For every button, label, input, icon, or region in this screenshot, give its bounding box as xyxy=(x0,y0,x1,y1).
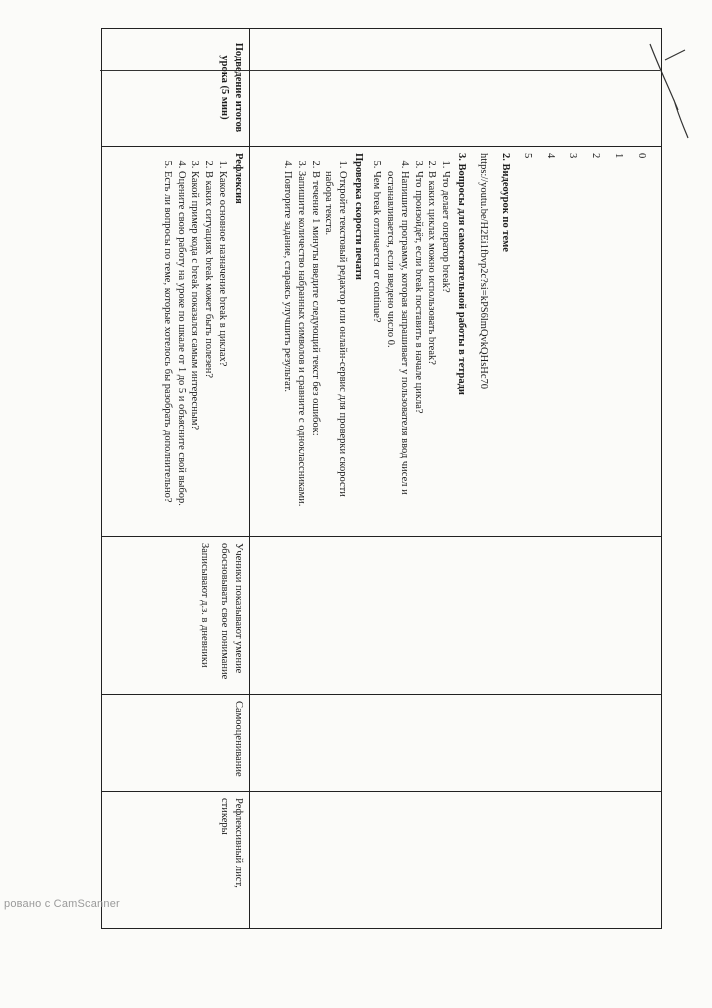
students-cell-empty xyxy=(250,537,662,695)
table-row xyxy=(250,29,662,929)
list-item: 5. Есть ли вопросы по теме, которые хотелось бы разобрать дополнительно? xyxy=(160,171,174,530)
list-item: 3. Что произойдёт, если break поставить в начале цикла? xyxy=(411,171,425,530)
number-list xyxy=(520,153,648,530)
list-item: 3. Запишите количество набранных символов и сравните с одноклассниками. xyxy=(294,171,308,530)
students-activity-text: Ученики показывают умение обосновывать свое понимание xyxy=(219,543,244,680)
students-activity-cell xyxy=(102,537,250,695)
stage-cell-empty xyxy=(250,29,662,147)
video-heading: 2. Видеоурок по теме xyxy=(499,153,511,252)
assessment-cell-empty xyxy=(250,695,662,792)
list-item: 0 xyxy=(636,153,647,159)
resources-cell-empty xyxy=(250,792,662,929)
list-item: 5 xyxy=(521,153,533,159)
resources-text: Рефлексивный лист, стикеры xyxy=(219,798,244,888)
typing-heading: Проверка скорости печати xyxy=(353,153,365,280)
table-row xyxy=(102,29,250,929)
reflection-question-list xyxy=(160,153,229,530)
assessment-text: Самооценивание xyxy=(233,701,244,777)
homework-note: Записывают д.з. в дневники xyxy=(199,543,211,668)
typing-step-list xyxy=(280,153,349,530)
list-item: 4. Напишите программу, которая запрашивает у пользователя ввод чисел и останавливается, если введено число 0. xyxy=(383,171,411,530)
scanner-watermark: ровано с CamScanner xyxy=(4,898,120,910)
list-item: 3 xyxy=(567,153,579,159)
lesson-plan-table xyxy=(101,28,662,929)
rotated-lesson-table xyxy=(102,28,662,928)
list-item: 2. В каких циклах можно использовать break? xyxy=(425,171,439,530)
list-item: 3. Какой пример кода с break показался самым интересным? xyxy=(188,171,202,530)
stage-label: Подведение итогов урока (5 мин) xyxy=(102,29,250,147)
list-item: 2. В каких ситуациях break может быть полезен? xyxy=(201,171,215,530)
list-item: 1 xyxy=(613,153,625,159)
reflection-heading: Рефлексия xyxy=(233,153,244,204)
list-item: 2 xyxy=(590,153,602,159)
reflection-cell xyxy=(102,147,250,537)
list-item: 1. Откройте текстовый редактор или онлайн-сервис для проверки скорости набора текста. xyxy=(322,171,350,530)
video-link[interactable]: https://youtu.be/H2Ei1fbvp2c?si=kPS6lmQvkQHsHc70 xyxy=(477,153,489,390)
list-item: 4 xyxy=(544,153,556,159)
list-item: 5. Чем break отличается от continue? xyxy=(369,171,383,530)
workbook-question-list xyxy=(369,153,452,530)
list-item: 4. Оцените свою работу на уроке по шкале от 1 до 5 и объясните свой выбор. xyxy=(174,171,188,530)
resources-cell xyxy=(102,792,250,929)
list-item: 1. Что делает оператор break? xyxy=(438,171,452,530)
list-item: 4. Повторите задание, стараясь улучшить результат. xyxy=(280,171,294,530)
list-item: 2. В течение 1 минуты введите следующий текст без ошибок: xyxy=(308,171,322,530)
list-item: 1. Какое основное назначение break в циклах? xyxy=(215,171,229,530)
assessment-cell xyxy=(102,695,250,792)
workbook-heading: 3. Вопросы для самостоятельной работы в тетради xyxy=(456,153,468,395)
main-content-cell xyxy=(250,147,662,537)
